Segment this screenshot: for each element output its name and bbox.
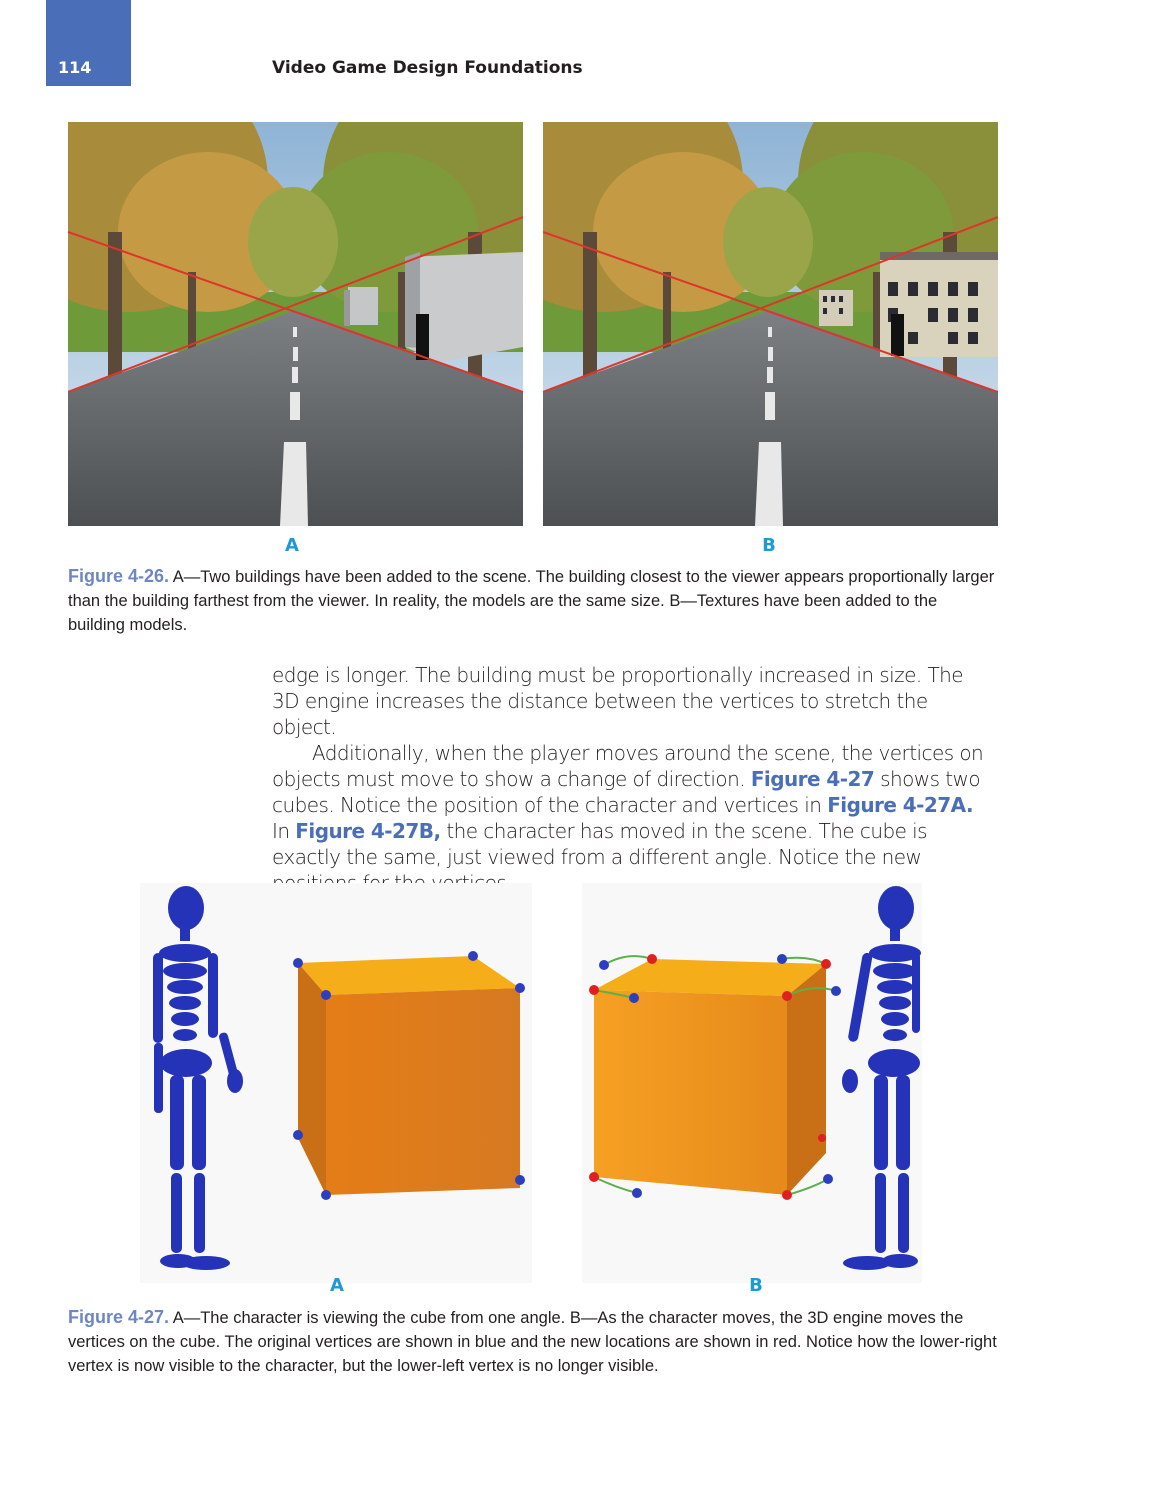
figure-4-26b-image [543,122,998,526]
figure-reference: Figure 4-27A. [827,793,973,817]
body-paragraph: edge is longer. The building must be proportionally increased in size. The 3D engine increases the distance between the vertices to stretch the object. [272,663,964,739]
figure-reference: Figure 4-27 [750,767,875,791]
figure-4-26-caption-text: A—Two buildings have been added to the scene. The building closest to the viewer appears proportionally larger than the building farthest from the viewer. In reality, the models are the same size. B—Textures have been added to the building models. [68,568,995,634]
body-paragraph [272,740,994,896]
figure-4-26-caption-label: Figure 4-26. [68,566,170,586]
page-number: 114 [58,58,92,77]
figure-4-27-caption-label: Figure 4-27. [68,1307,170,1327]
running-head: Video Game Design Foundations [272,58,583,78]
figure-4-27-panel-a-label: A [330,1275,344,1296]
figure-4-27-caption-text: A—The character is viewing the cube from one angle. B—As the character moves, the 3D engine moves the vertices on the cube. The original vertices are shown in blue and the new locations are shown in red. Notice how the lower-right vertex is now visible to the character, but the lower-left vertex is no longer visible. [68,1309,997,1375]
body-text-run: the character has moved in the scene. The cube is exactly the same, just viewed from a different angle. Notice the new [272,819,928,869]
figure-4-26a-image [68,122,523,526]
figure-4-27-caption [68,1305,998,1378]
figure-4-27a-image [140,883,532,1288]
figure-4-27-panel-b-label: B [749,1275,763,1296]
figure-4-26-panel-b-label: B [762,535,776,556]
body-text-run: Additionally, when the player moves around the scene, the vertices on objects must move to show a change of direction. [272,741,984,791]
body-text-run: In [272,819,296,843]
figure-4-26-panel-a-label: A [285,535,299,556]
body-text [272,662,994,896]
figure-reference: Figure 4-27B, [295,819,441,843]
figure-4-27b-image [582,883,922,1288]
body-text-run: shows two cubes. Notice the position of the character and vertices in [272,767,981,817]
figure-4-26-caption [68,564,998,637]
